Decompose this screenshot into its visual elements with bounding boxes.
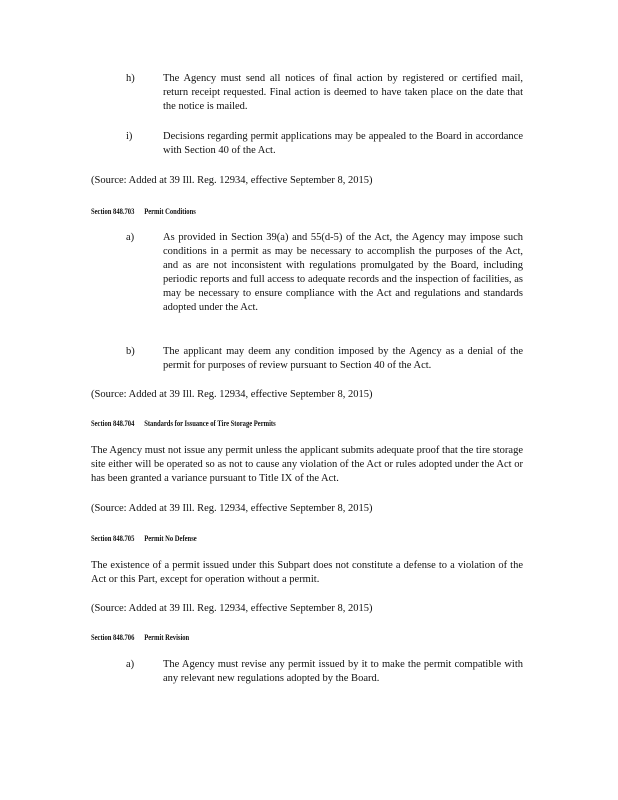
item-label: h) [126, 73, 135, 84]
section-number: Section 848.704 [91, 419, 135, 428]
section-number: Section 848.706 [91, 633, 135, 642]
item-label: a) [126, 232, 135, 243]
source-note: (Source: Added at 39 Ill. Reg. 12934, effective September 8, 2015) [91, 389, 373, 400]
source-note: (Source: Added at 39 Ill. Reg. 12934, effective September 8, 2015) [91, 603, 373, 614]
section-title: Permit Conditions [144, 207, 196, 216]
section-title: Standards for Issuance of Tire Storage Permits [144, 419, 276, 428]
section-heading-848-703 [91, 205, 196, 219]
item-label: b) [126, 346, 135, 357]
paragraph-848-704: The Agency must not issue any permit unless the applicant submits adequate proof that the tire storage site either will be operated so as not to cause any violation of the Act or rules adopted under the Act or has been granted a variance pursuant to Title IX of the Act. [91, 445, 523, 484]
source-note: (Source: Added at 39 Ill. Reg. 12934, effective September 8, 2015) [91, 503, 373, 514]
item-text: Decisions regarding permit applications may be appealed to the Board in accordance with Section 40 of the Act. [163, 131, 523, 156]
paragraph-848-705: The existence of a permit issued under this Subpart does not constitute a defense to a violation of the Act or this Part, except for operation without a permit. [91, 560, 523, 585]
item-text: As provided in Section 39(a) and 55(d-5) of the Act, the Agency may impose such conditions in a permit as may be necessary to accomplish the purposes of the Act, and as are not inconsistent with regulations promulgated by the Board, including periodic reports and full access to adequate records and the inspection of facilities, as may be necessary to ensure compliance with the Act and regulations and standards adopted under the Act. [163, 232, 523, 313]
section-heading-848-704 [91, 417, 276, 431]
section-heading-848-705 [91, 532, 197, 546]
section-title: Permit Revision [144, 633, 190, 642]
section-title: Permit No Defense [144, 534, 197, 543]
item-text: The Agency must revise any permit issued by it to make the permit compatible with any relevant new regulations adopted by the Board. [163, 659, 523, 684]
item-label: a) [126, 659, 135, 670]
section-number: Section 848.705 [91, 534, 135, 543]
section-heading-848-706 [91, 631, 189, 645]
item-text: The Agency must send all notices of final action by registered or certified mail, return receipt requested. Final action is deemed to have taken place on the date that the notice is mailed. [163, 73, 523, 112]
source-note: (Source: Added at 39 Ill. Reg. 12934, effective September 8, 2015) [91, 175, 373, 186]
section-number: Section 848.703 [91, 207, 135, 216]
item-label: i) [126, 131, 133, 142]
item-text: The applicant may deem any condition imposed by the Agency as a denial of the permit for purposes of review pursuant to Section 40 of the Act. [163, 346, 523, 371]
